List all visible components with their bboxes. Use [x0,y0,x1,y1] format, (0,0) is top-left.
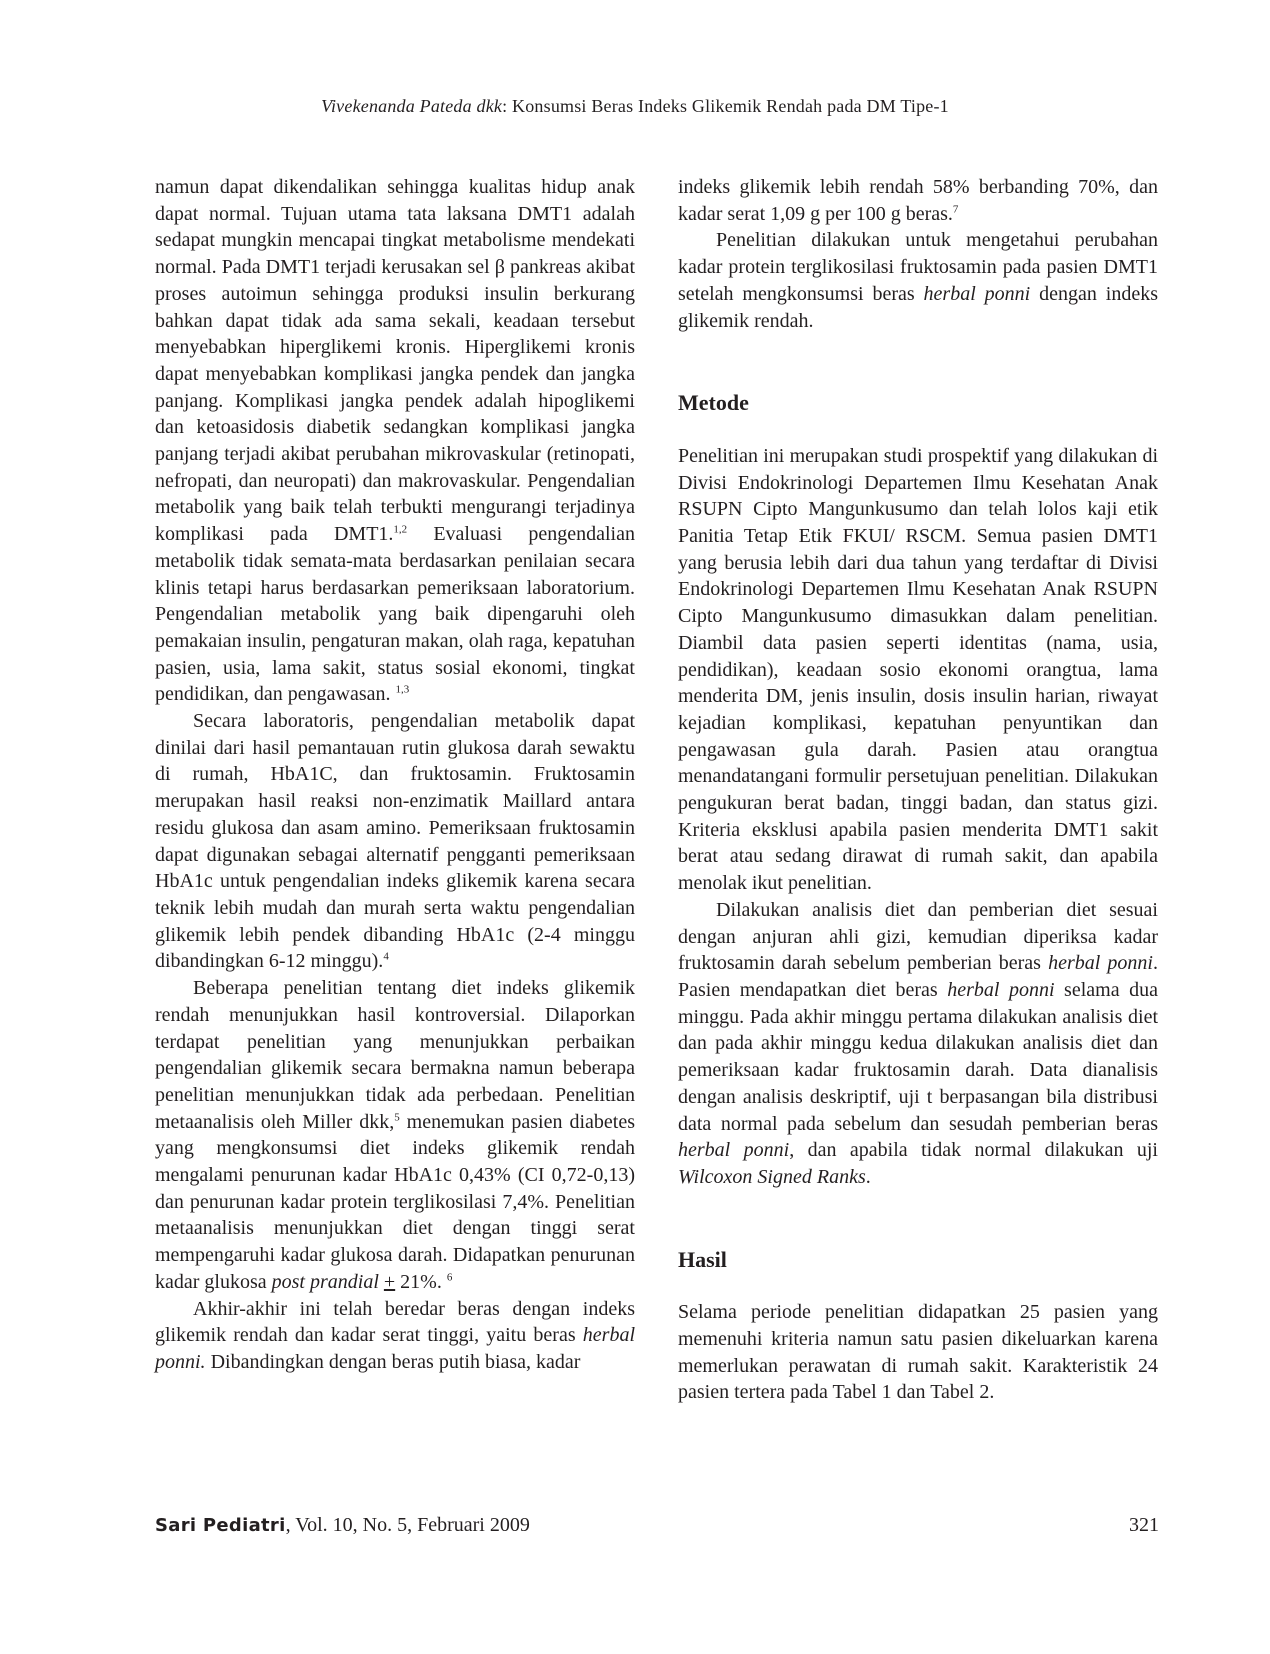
page-number: 321 [1129,1514,1159,1536]
citation: 5 [394,1110,400,1123]
journal-issue: , Vol. 10, No. 5, Februari 2009 [285,1514,530,1536]
citation: 1,3 [395,683,410,696]
left-paragraph-4: Akhir-akhir ini telah beredar beras dengan indeks glikemik rendah dan kadar serat tinggi, yaitu beras herbal ponni. Dibandingkan dengan beras putih biasa, kadar [155,1297,635,1373]
citation: 7 [952,203,959,216]
right-paragraph-5: Selama periode penelitian didapatkan 25 pasien yang memenuhi kriteria namun satu pasien dikeluarkan karena memerlukan perawatan di rumah sakit. Karakteristik 24 pasien tertera pada Tabel 1 dan Tabel 2. [678,1301,1158,1404]
header-authors: Vivekenanda Pateda dkk [321,96,503,116]
citation: 1,2 [393,523,408,536]
left-paragraph-1: namun dapat dikendalikan sehingga kualitas hidup anak dapat normal. Tujuan utama tata laksana DMT1 adalah sedapat mungkin mencapai tingkat metabolisme mendekati normal. Pada DMT1 terjadi kerusakan sel β pankreas akibat proses autoimun sehingga produksi insulin berkurang bahkan dapat tidak ada sama sekali, keadaan tersebut menyebabkan hiperglikemi kronis. Hiperglikemi kronis dapat menyebabkan komplikasi jangka pendek dan jangka panjang. Komplikasi jangka pendek adalah hipoglikemi dan ketoasidosis diabetik sedangkan komplikasi jangka panjang terjadi akibat perubahan mikrovaskular (retinopati, nefropati, dan neuropati) dan makrovaskular. Pengendalian metabolik yang baik telah terbukti mengurangi terjadinya komplikasi pada DMT1.$^{1,2}$ Evaluasi pengendalian metabolik tidak semata-mata berdasarkan penilaian secara klinis tetapi harus berdasarkan pemeriksaan laboratorium. Pengendalian metabolik yang baik dipengaruhi oleh pemakaian insulin, pengaturan makan, olah raga, kepatuhan pasien, usia, lama sakit, status sosial ekonomi, tingkat pendidikan, dan pengawasan. $^{1,3}$ [155,176,635,706]
right-paragraph-2: Penelitian dilakukan untuk mengetahui perubahan kadar protein terglikosilasi fruktosamin pada pasien DMT1 setelah mengkonsumsi beras herbal ponni dengan indeks glikemik rendah. [678,229,1158,332]
right-paragraph-1: indeks glikemik lebih rendah 58% berbanding 70%, dan kadar serat 1,09 g per 100 g beras.$^7$ [678,176,1158,225]
citation: 6 [446,1271,453,1284]
left-column [155,174,635,1376]
left-paragraph-3: Beberapa penelitian tentang diet indeks glikemik rendah menunjukkan hasil kontroversial. Dilaporkan terdapat penelitian yang menunjukkan perbaikan pengendalian glikemik secara bermakna namun beberapa penelitian menunjukkan tidak ada perbedaan. Penelitian metaanalisis oleh Miller dkk,$^5$ menemukan pasien diabetes yang mengkonsumsi diet indeks glikemik rendah mengalami penurunan kadar HbA1c 0,43% (CI 0,72-0,13) dan penurunan kadar protein terglikosilasi 7,4%. Penelitian metaanalisis menunjukkan diet dengan tinggi serat mempengaruhi kadar glukosa darah. Didapatkan penurunan kadar glukosa post prandial + 21%. $^6$ [155,977,635,1293]
section-heading-hasil: Hasil [678,1246,727,1272]
left-paragraph-2: Secara laboratoris, pengendalian metabolik dapat dinilai dari hasil pemantauan rutin glukosa darah sewaktu di rumah, HbA1C, dan fruktosamin. Fruktosamin merupakan hasil reaksi non-enzimatik Maillard antara residu glukosa dan asam amino. Pemeriksaan fruktosamin dapat digunakan sebagai alternatif pengganti pemeriksaan HbA1c untuk pengendalian indeks glikemik karena secara teknik lebih mudah dan murah serta waktu pengendalian glikemik lebih pendek dibanding HbA1c (2-4 minggu dibandingkan 6-12 minggu).$^4$ [155,710,635,973]
section-heading-metode: Metode [678,390,749,416]
right-column [678,174,1158,1406]
right-paragraph-4: Dilakukan analisis diet dan pemberian diet sesuai dengan anjuran ahli gizi, kemudian diperiksa kadar fruktosamin darah sebelum pemberian beras herbal ponni. Pasien mendapatkan diet beras herbal ponni selama dua minggu. Pada akhir minggu pertama dilakukan analisis diet dan pada akhir minggu kedua dilakukan analisis diet dan pemeriksaan kadar fruktosamin darah. Data dianalisis dengan analisis deskriptif, uji t berpasangan bila distribusi data normal pada sebelum dan sesudah pemberian beras herbal ponni, dan apabila tidak normal dilakukan uji Wilcoxon Signed Ranks. [678,898,1159,1188]
citation: 4 [383,950,389,963]
journal-name: Sari Pediatri [155,1515,286,1536]
header-title: : Konsumsi Beras Indeks Glikemik Rendah pada DM Tipe-1 [502,96,949,116]
running-header [0,96,1270,117]
plus-minus: + [383,1270,396,1293]
right-paragraph-3: Penelitian ini merupakan studi prospektif yang dilakukan di Divisi Endokrinologi Departemen Ilmu Kesehatan Anak RSUPN Cipto Mangunkusumo dan telah lolos kaji etik Panitia Tetap Etik FKUI/ RSCM. Semua pasien DMT1 yang berusia lebih dari dua tahun yang terdaftar di Divisi Endokrinologi Departemen Ilmu Kesehatan Anak RSUPN Cipto Mangunkusumo dimasukkan dalam penelitian. Diambil data pasien seperti identitas (nama, usia, pendidikan), keadaan sosio ekonomi orangtua, lama menderita DM, jenis insulin, dosis insulin harian, riwayat kejadian komplikasi, kepatuhan penyuntikan dan pengawasan gula darah. Pasien atau orangtua menandatangani formulir persetujuan penelitian. Dilakukan pengukuran berat badan, tinggi badan, dan status gizi. Kriteria eksklusi apabila pasien menderita DMT1 sakit berat atau sedang dirawat di rumah sakit, dan apabila menolak ikut penelitian. [678,444,1158,895]
page-footer [155,1514,1159,1537]
